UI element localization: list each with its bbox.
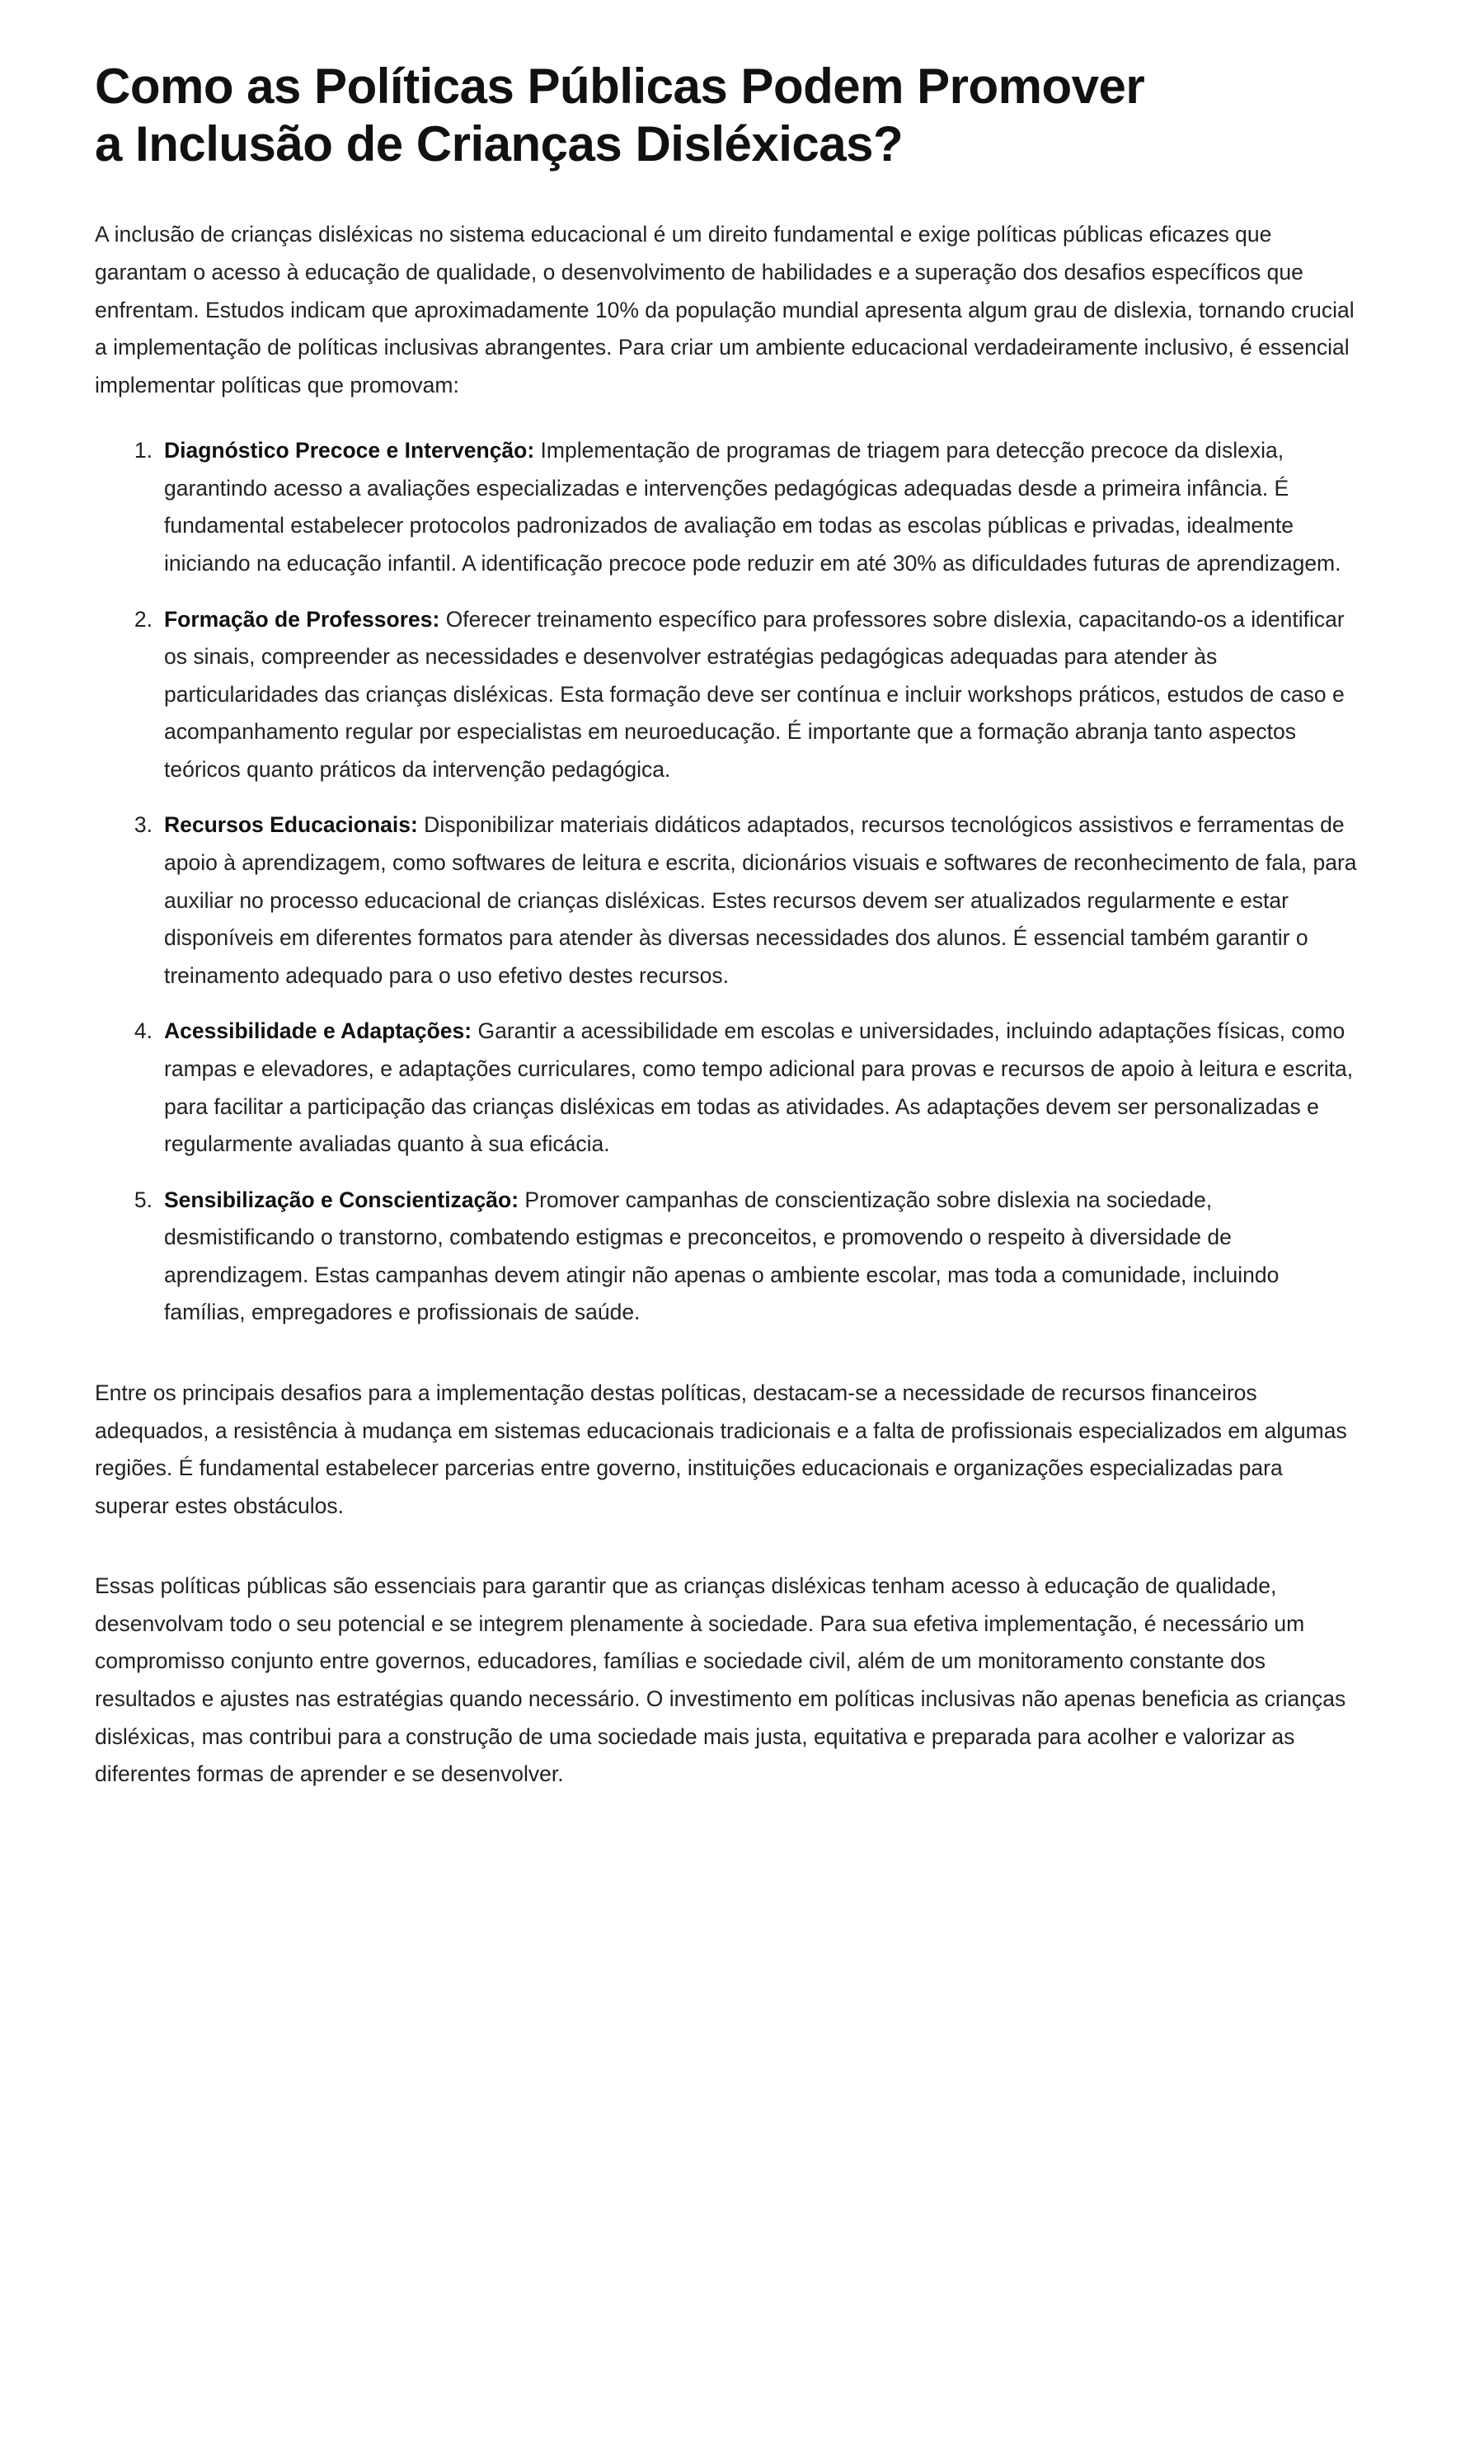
list-item-text: Oferecer treinamento específico para professores sobre dislexia, capacitando-os a identificar os sinais, compreender as necessidades e desenvolver estratégias pedagógicas adequadas para atender às particularidades das crianças disléxicas. Esta formação deve ser contínua e incluir workshops práticos, estudos de caso e acompanhamento regular por especialistas em neuroeducação. É importante que a formação abranja tanto aspectos teóricos quanto práticos da intervenção pedagógica. xyxy=(164,606,1345,782)
list-item-text: Promover campanhas de conscientização sobre dislexia na sociedade, desmistificando o transtorno, combatendo estigmas e preconceitos, e promovendo o respeito à diversidade de aprendizagem. Estas campanhas devem atingir não apenas o ambiente escolar, mas toda a comunidade, incluindo famílias, empregadores e profissionais de saúde. xyxy=(164,1187,1280,1325)
list-item-text: Implementação de programas de triagem para detecção precoce da dislexia, garantindo acesso a avaliações especializadas e intervenções pedagógicas adequadas desde a primeira infância. É fundamental estabelecer protocolos padronizados de avaliação em todas as escolas públicas e privadas, idealmente iniciando na educação infantil. A identificação precoce pode reduzir em até 30% as dificuldades futuras de aprendizagem. xyxy=(164,438,1341,576)
list-item-text: Disponibilizar materiais didáticos adaptados, recursos tecnológicos assistivos e ferramentas de apoio à aprendizagem, como softwares de leitura e escrita, dicionários visuais e softwares de reconhecimento de fala, para auxiliar no processo educacional de crianças disléxicas. Estes recursos devem ser atualizados regularmente e estar disponíveis em diferentes formatos para atender às diversas necessidades dos alunos. É essencial também garantir o treinamento adequado para o uso efetivo destes recursos. xyxy=(164,812,1357,988)
list-item-title: Diagnóstico Precoce e Intervenção: xyxy=(164,438,535,463)
list-item-title: Formação de Professores: xyxy=(164,606,440,632)
list-item xyxy=(164,601,1360,789)
list-item-title: Sensibilização e Conscientização: xyxy=(164,1187,519,1212)
list-item xyxy=(164,1013,1360,1163)
list-item xyxy=(164,432,1360,582)
list-item xyxy=(164,1182,1360,1332)
list-item-title: Acessibilidade e Adaptações: xyxy=(164,1018,472,1044)
section-spacer xyxy=(95,1360,1360,1375)
list-item-text: Garantir a acessibilidade em escolas e universidades, incluindo adaptações físicas, como rampas e elevadores, e adaptações curriculares, como tempo adicional para provas e recursos de apoio à leitura e escrita, para facilitar a participação das crianças disléxicas em todas as atividades. As adaptações devem ser personalizadas e regularmente avaliadas quanto à sua eficácia. xyxy=(164,1018,1354,1157)
list-item-title: Recursos Educacionais: xyxy=(164,812,418,838)
challenges-paragraph: Entre os principais desafios para a implementação destas políticas, destacam-se a necessidade de recursos financeiros adequados, a resistência à mudança em sistemas educacionais tradicionais e a falta de profissionais especializados em algumas regiões. É fundamental estabelecer parcerias entre governo, instituições educacionais e organizações especializadas para superar estes obstáculos. xyxy=(95,1380,1347,1518)
conclusion-paragraph: Essas políticas públicas são essenciais para garantir que as crianças disléxicas tenham acesso à educação de qualidade, desenvolvam todo o seu potencial e se integrem plenamente à sociedade. Para sua efetiva implementação, é necessário um compromisso conjunto entre governos, educadores, famílias e sociedade civil, além de um monitoramento constante dos resultados e ajustes nas estratégias quando necessário. O investimento em políticas inclusivas não apenas beneficia as crianças disléxicas, mas contribui para a construção de uma sociedade mais justa, equitativa e preparada para acolher e valorizar as diferentes formas de aprender e se desenvolver. xyxy=(95,1573,1346,1787)
section-spacer xyxy=(95,1553,1360,1568)
intro-paragraph: A inclusão de crianças disléxicas no sistema educacional é um direito fundamental e exige políticas públicas eficazes que garantam o acesso à educação de qualidade, o desenvolvimento de habilidades e a superação dos desafios específicos que enfrentam. Estudos indicam que aproximadamente 10% da população mundial apresenta algum grau de dislexia, tornando crucial a implementação de políticas inclusivas abrangentes. Para criar um ambiente educacional verdadeiramente inclusivo, é essencial implementar políticas que promovam: xyxy=(95,222,1355,397)
list-item xyxy=(164,806,1360,995)
policy-list xyxy=(95,432,1360,1332)
page-title: Como as Políticas Públicas Podem Promover a Inclusão de Crianças Disléxicas? xyxy=(95,59,1145,172)
